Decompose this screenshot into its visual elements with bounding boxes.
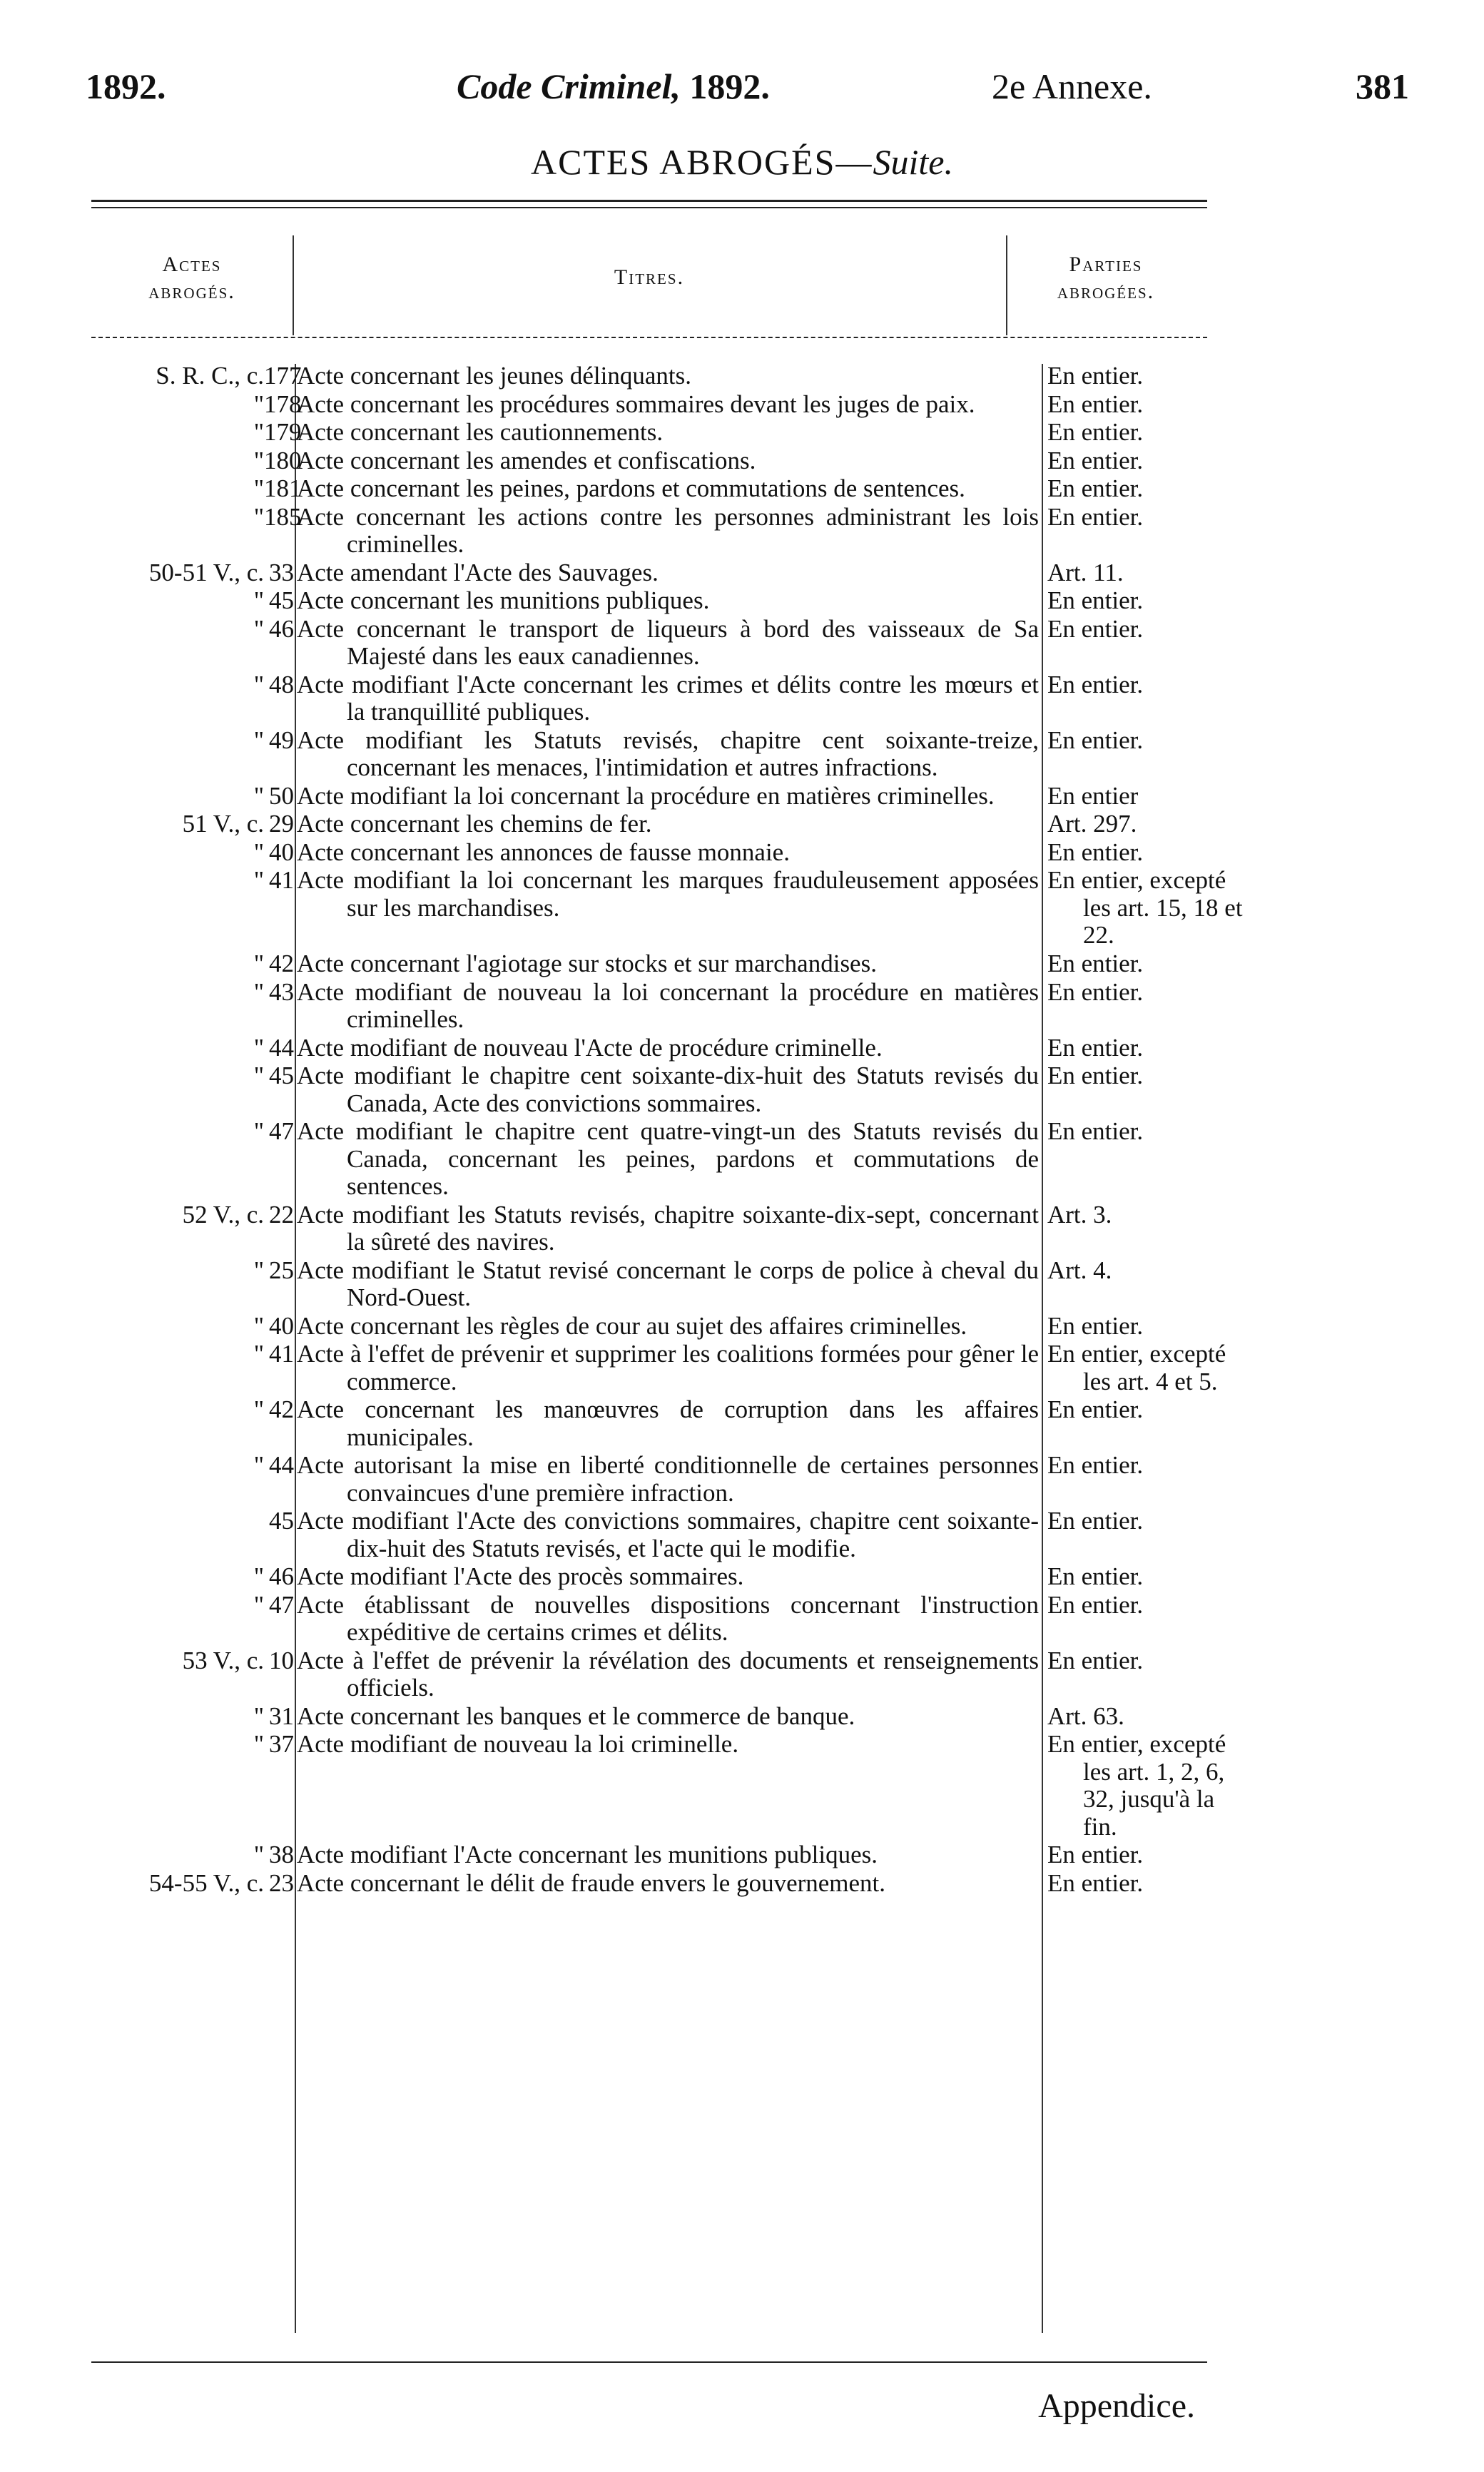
act-title bbox=[297, 950, 1039, 978]
table-row bbox=[86, 1201, 1213, 1256]
header-rule bbox=[91, 337, 1207, 338]
parts-repealed: Art. 11. bbox=[1047, 558, 1124, 586]
act-title-text: Acte concernant le transport de liqueurs à bord des vaisseaux de Sa Majesté dans les eaux canadiennes. bbox=[297, 614, 1039, 670]
act-reference: " bbox=[253, 1256, 264, 1284]
chapter-number: 46 bbox=[269, 614, 294, 643]
parts-repealed: En entier. bbox=[1047, 362, 1144, 390]
act-title-text: Acte modifiant la loi concernant les marques frauduleusement apposées sur les marchandises. bbox=[297, 866, 1039, 922]
table-row bbox=[86, 671, 1213, 726]
header-annex: 2e Annexe. bbox=[992, 66, 1152, 106]
act-title bbox=[297, 1201, 1039, 1256]
act-title bbox=[297, 391, 1039, 419]
act-title bbox=[297, 419, 1039, 447]
act-title bbox=[297, 1452, 1039, 1507]
act-reference: " bbox=[253, 1033, 264, 1062]
act-reference: " bbox=[253, 1117, 264, 1145]
parts-repealed: En entier. bbox=[1047, 1451, 1144, 1479]
act-title bbox=[297, 1118, 1039, 1201]
parts-repealed: En entier, excepté les art. 15, 18 et 22. bbox=[1047, 866, 1243, 949]
act-title-text: Acte modifiant les Statuts revisés, chapitre cent soixante-treize, concernant les menaces, l'intimidation et autres infractions. bbox=[297, 726, 1039, 781]
table-header bbox=[91, 235, 1207, 335]
parts-repealed: En entier. bbox=[1047, 1646, 1144, 1674]
act-title bbox=[297, 1507, 1039, 1562]
act-title-text: Acte concernant l'agiotage sur stocks et sur marchandises. bbox=[297, 950, 877, 977]
act-title bbox=[297, 447, 1039, 475]
act-title bbox=[297, 1034, 1039, 1062]
table-row bbox=[86, 587, 1213, 615]
act-title bbox=[297, 1341, 1039, 1395]
parts-repealed: Art. 4. bbox=[1047, 1256, 1112, 1284]
column-header-parties bbox=[1006, 251, 1206, 305]
act-title bbox=[297, 1592, 1039, 1647]
act-reference: S. R. C., c. bbox=[156, 362, 264, 390]
act-title bbox=[297, 504, 1039, 559]
parts-repealed: En entier, excepté les art. 1, 2, 6, 32, jusqu'à la fin. bbox=[1047, 1730, 1226, 1841]
parts-repealed: En entier. bbox=[1047, 726, 1144, 754]
act-title bbox=[297, 727, 1039, 782]
parts-repealed: Art. 3. bbox=[1047, 1200, 1112, 1229]
page-number: 381 bbox=[1356, 66, 1409, 106]
table-row bbox=[86, 979, 1213, 1034]
act-title-text: Acte concernant le délit de fraude envers le gouvernement. bbox=[297, 1868, 886, 1897]
parts-repealed: Art. 63. bbox=[1047, 1702, 1124, 1730]
footer-rule bbox=[91, 2361, 1207, 2363]
chapter-number: 44 bbox=[269, 1451, 294, 1479]
table-row bbox=[86, 839, 1213, 867]
table-row bbox=[86, 866, 1243, 950]
parts-repealed: En entier bbox=[1047, 781, 1139, 810]
header-code-title bbox=[457, 66, 770, 107]
act-title-text: Acte modifiant les Statuts revisés, chapitre soixante-dix-sept, concernant la sûreté des navires. bbox=[297, 1200, 1039, 1256]
chapter-number: 180 bbox=[264, 446, 302, 474]
act-reference: " bbox=[253, 1702, 264, 1730]
parts-repealed: En entier. bbox=[1047, 1868, 1144, 1897]
act-reference: " bbox=[253, 614, 264, 643]
parts-repealed: En entier. bbox=[1047, 1590, 1144, 1619]
chapter-number: 48 bbox=[269, 670, 294, 698]
column-header-actes-line2: abrogés. bbox=[148, 280, 235, 303]
table-row bbox=[86, 475, 1213, 503]
act-title-text: Acte concernant les jeunes délinquants. bbox=[297, 362, 691, 390]
table-row bbox=[86, 1592, 1213, 1647]
act-reference: 52 V., c. bbox=[182, 1200, 264, 1229]
table-row bbox=[86, 1647, 1213, 1702]
header-code-year: 1892. bbox=[689, 66, 770, 106]
parts-repealed: En entier. bbox=[1047, 1395, 1144, 1423]
table-row bbox=[86, 362, 1213, 390]
table-row bbox=[86, 1841, 1213, 1869]
chapter-number: 25 bbox=[269, 1256, 294, 1284]
chapter-number: 45 bbox=[269, 586, 294, 614]
table-row bbox=[86, 810, 1213, 838]
table-row bbox=[86, 783, 1213, 810]
act-reference: 53 V., c. bbox=[182, 1646, 264, 1674]
chapter-number: 41 bbox=[269, 866, 294, 894]
chapter-number: 47 bbox=[269, 1117, 294, 1145]
table-row bbox=[86, 504, 1213, 559]
act-title bbox=[297, 1841, 1039, 1869]
page-title bbox=[0, 141, 1484, 183]
act-reference: " bbox=[253, 1451, 264, 1479]
parts-repealed: Art. 297. bbox=[1047, 810, 1137, 838]
parts-repealed: En entier. bbox=[1047, 614, 1144, 643]
chapter-number: 41 bbox=[269, 1340, 294, 1368]
title-rule-bottom bbox=[91, 207, 1207, 208]
header-code: Code Criminel, bbox=[457, 66, 681, 106]
act-title bbox=[297, 587, 1039, 615]
act-reference: " bbox=[253, 866, 264, 894]
parts-repealed: En entier. bbox=[1047, 950, 1144, 977]
table-row bbox=[86, 1257, 1213, 1312]
act-reference: " bbox=[253, 1340, 264, 1368]
parts-repealed: En entier. bbox=[1047, 670, 1144, 698]
header-divider-left bbox=[293, 235, 294, 335]
act-title bbox=[297, 1257, 1039, 1312]
act-title-text: Acte modifiant l'Acte des convictions sommaires, chapitre cent soixante-dix-huit des Statuts revisés, et l'acte qui le modifie. bbox=[297, 1507, 1039, 1562]
chapter-number: 37 bbox=[269, 1730, 294, 1758]
act-title-text: Acte modifiant l'Acte des procès sommaires. bbox=[297, 1562, 744, 1590]
act-title-text: Acte modifiant l'Acte concernant les crimes et délits contre les mœurs et la tranquillité publiques. bbox=[297, 670, 1039, 726]
act-reference: " bbox=[253, 1395, 264, 1423]
act-title bbox=[297, 1703, 1039, 1731]
act-title bbox=[297, 783, 1039, 810]
column-header-actes-line1: Actes bbox=[162, 253, 222, 276]
act-title-text: Acte concernant les chemins de fer. bbox=[297, 810, 652, 838]
table-row bbox=[86, 1730, 1226, 1841]
header-year: 1892. bbox=[86, 66, 166, 106]
table-row bbox=[86, 727, 1213, 782]
act-title bbox=[297, 867, 1039, 922]
parts-repealed: En entier. bbox=[1047, 1311, 1144, 1340]
act-title-text: Acte à l'effet de prévenir la révélation des documents et renseignements officiels. bbox=[297, 1646, 1039, 1702]
act-title bbox=[297, 1396, 1039, 1451]
act-title bbox=[297, 1870, 1039, 1898]
act-title-text: Acte concernant les cautionnements. bbox=[297, 418, 664, 446]
act-reference: " bbox=[253, 418, 264, 446]
act-title bbox=[297, 362, 1039, 390]
chapter-number: 47 bbox=[269, 1590, 294, 1619]
chapter-number: 31 bbox=[269, 1702, 294, 1730]
parts-repealed: En entier. bbox=[1047, 502, 1144, 531]
table-row bbox=[86, 419, 1213, 447]
parts-repealed: En entier. bbox=[1047, 838, 1144, 866]
parts-repealed: En entier. bbox=[1047, 1562, 1144, 1590]
chapter-number: 43 bbox=[269, 977, 294, 1006]
act-reference: " bbox=[253, 1062, 264, 1089]
column-header-parties-line2: abrogées. bbox=[1057, 280, 1155, 303]
chapter-number: 42 bbox=[269, 1395, 294, 1423]
parts-repealed: En entier. bbox=[1047, 586, 1144, 614]
table-row bbox=[86, 616, 1213, 671]
table-row bbox=[86, 1563, 1213, 1591]
act-reference: " bbox=[253, 950, 264, 977]
table-row bbox=[86, 447, 1213, 475]
chapter-number: 179 bbox=[264, 418, 302, 446]
parts-repealed: En entier, excepté les art. 4 et 5. bbox=[1047, 1340, 1226, 1395]
table-row bbox=[86, 559, 1213, 587]
act-title-text: Acte concernant les munitions publiques. bbox=[297, 586, 710, 614]
act-title bbox=[297, 979, 1039, 1034]
table-row bbox=[86, 1313, 1213, 1341]
chapter-number: 181 bbox=[264, 474, 302, 502]
act-title-text: Acte concernant les peines, pardons et commutations de sentences. bbox=[297, 474, 965, 502]
table-row bbox=[86, 950, 1213, 978]
act-title-text: Acte modifiant de nouveau l'Acte de procédure criminelle. bbox=[297, 1033, 883, 1062]
chapter-number: 44 bbox=[269, 1033, 294, 1062]
parts-repealed: En entier. bbox=[1047, 1507, 1144, 1535]
act-reference: " bbox=[253, 390, 264, 418]
column-header-parties-line1: Parties bbox=[1069, 253, 1143, 276]
parts-repealed: En entier. bbox=[1047, 977, 1144, 1006]
chapter-number: 40 bbox=[269, 1311, 294, 1340]
act-reference: " bbox=[253, 474, 264, 502]
act-reference: " bbox=[253, 670, 264, 698]
act-title-text: Acte à l'effet de prévenir et supprimer les coalitions formées pour gêner le commerce. bbox=[297, 1340, 1039, 1395]
act-reference: " bbox=[253, 977, 264, 1006]
table-row bbox=[86, 1452, 1213, 1507]
act-title-text: Acte modifiant de nouveau la loi criminelle. bbox=[297, 1730, 739, 1758]
title-suffix: Suite. bbox=[873, 142, 953, 182]
chapter-number: 45 bbox=[269, 1062, 294, 1089]
chapter-number: 38 bbox=[269, 1841, 294, 1868]
act-title-text: Acte concernant les manœuvres de corruption dans les affaires municipales. bbox=[297, 1395, 1039, 1451]
act-reference: " bbox=[253, 1841, 264, 1868]
act-reference: " bbox=[253, 781, 264, 810]
chapter-number: 23 bbox=[269, 1868, 294, 1897]
chapter-number: 185 bbox=[264, 502, 302, 531]
column-header-titres: Titres. bbox=[614, 265, 685, 289]
chapter-number: 46 bbox=[269, 1562, 294, 1590]
chapter-number: 49 bbox=[269, 726, 294, 754]
act-title-text: Acte concernant les annonces de fausse monnaie. bbox=[297, 838, 790, 866]
parts-repealed: En entier. bbox=[1047, 1117, 1144, 1145]
act-title-text: Acte autorisant la mise en liberté conditionnelle de certaines personnes convaincues d'une première infraction. bbox=[297, 1451, 1039, 1507]
act-reference: " bbox=[253, 586, 264, 614]
act-title bbox=[297, 671, 1039, 726]
act-title-text: Acte modifiant l'Acte concernant les munitions publiques. bbox=[297, 1841, 878, 1868]
table-row bbox=[86, 1396, 1213, 1451]
table-row bbox=[86, 1703, 1213, 1731]
act-title bbox=[297, 839, 1039, 867]
chapter-number: 22 bbox=[269, 1200, 294, 1229]
chapter-number: 29 bbox=[269, 810, 294, 838]
act-reference: " bbox=[253, 1590, 264, 1619]
act-title-text: Acte modifiant la loi concernant la procédure en matières criminelles. bbox=[297, 781, 995, 810]
act-reference: 51 V., c. bbox=[182, 810, 264, 838]
parts-repealed: En entier. bbox=[1047, 474, 1144, 502]
parts-repealed: En entier. bbox=[1047, 1841, 1144, 1868]
act-title bbox=[297, 1731, 1039, 1759]
table-row bbox=[86, 1118, 1213, 1201]
running-header bbox=[86, 66, 1420, 116]
page-footer: Appendice. bbox=[1038, 2387, 1195, 2425]
act-reference: " bbox=[253, 446, 264, 474]
act-title bbox=[297, 810, 1039, 838]
act-title-text: Acte modifiant le chapitre cent soixante-dix-huit des Statuts revisés du Canada, Acte des convictions sommaires. bbox=[297, 1062, 1039, 1117]
act-reference: 54-55 V., c. bbox=[148, 1868, 264, 1897]
chapter-number: 178 bbox=[264, 390, 302, 418]
chapter-number: 10 bbox=[269, 1646, 294, 1674]
act-title bbox=[297, 559, 1039, 587]
header-divider-right bbox=[1006, 235, 1007, 335]
chapter-number: 33 bbox=[269, 558, 294, 586]
parts-repealed: En entier. bbox=[1047, 418, 1144, 446]
parts-repealed: En entier. bbox=[1047, 1033, 1144, 1062]
chapter-number: 177 bbox=[264, 362, 302, 390]
act-title-text: Acte modifiant le chapitre cent quatre-vingt-un des Statuts revisés du Canada, concernant les peines, pardons et commutations de sentences. bbox=[297, 1117, 1039, 1200]
act-reference: " bbox=[253, 502, 264, 531]
title-main: ACTES ABROGÉS— bbox=[531, 142, 873, 182]
act-title bbox=[297, 1313, 1039, 1341]
act-title bbox=[297, 475, 1039, 503]
table-row bbox=[86, 1507, 1213, 1562]
act-title-text: Acte concernant les règles de cour au sujet des affaires criminelles. bbox=[297, 1311, 967, 1340]
table-row bbox=[86, 1062, 1213, 1117]
act-reference: " bbox=[253, 1562, 264, 1590]
table-row bbox=[86, 1034, 1213, 1062]
act-title bbox=[297, 1062, 1039, 1117]
chapter-number: 40 bbox=[269, 838, 294, 866]
act-title bbox=[297, 1563, 1039, 1591]
parts-repealed: En entier. bbox=[1047, 390, 1144, 418]
act-title-text: Acte concernant les banques et le commerce de banque. bbox=[297, 1702, 855, 1730]
title-rule-top bbox=[91, 200, 1207, 202]
column-header-actes bbox=[91, 251, 293, 305]
act-title-text: Acte concernant les procédures sommaires devant les juges de paix. bbox=[297, 390, 975, 418]
parts-repealed: En entier. bbox=[1047, 446, 1144, 474]
chapter-number: 50 bbox=[269, 781, 294, 810]
act-reference: " bbox=[253, 1311, 264, 1340]
table-row bbox=[86, 391, 1213, 419]
act-title-text: Acte modifiant de nouveau la loi concernant la procédure en matières criminelles. bbox=[297, 977, 1039, 1033]
act-title-text: Acte concernant les amendes et confiscations. bbox=[297, 446, 756, 474]
table-body bbox=[86, 362, 1243, 1898]
act-title-text: Acte établissant de nouvelles dispositions concernant l'instruction expéditive de certains crimes et délits. bbox=[297, 1590, 1039, 1646]
act-title bbox=[297, 616, 1039, 671]
act-title-text: Acte concernant les actions contre les personnes administrant les lois criminelles. bbox=[297, 502, 1039, 558]
act-reference: " bbox=[253, 838, 264, 866]
act-reference: " bbox=[253, 1730, 264, 1758]
chapter-number: 45 bbox=[269, 1507, 294, 1535]
act-title-text: Acte modifiant le Statut revisé concernant le corps de police à cheval du Nord-Ouest. bbox=[297, 1256, 1039, 1311]
act-reference: " bbox=[253, 726, 264, 754]
table-row bbox=[86, 1870, 1213, 1898]
chapter-number: 42 bbox=[269, 950, 294, 977]
act-title-text: Acte amendant l'Acte des Sauvages. bbox=[297, 558, 659, 586]
table-row bbox=[86, 1340, 1226, 1395]
act-reference: 50-51 V., c. bbox=[148, 558, 264, 586]
parts-repealed: En entier. bbox=[1047, 1062, 1144, 1089]
act-title bbox=[297, 1647, 1039, 1702]
